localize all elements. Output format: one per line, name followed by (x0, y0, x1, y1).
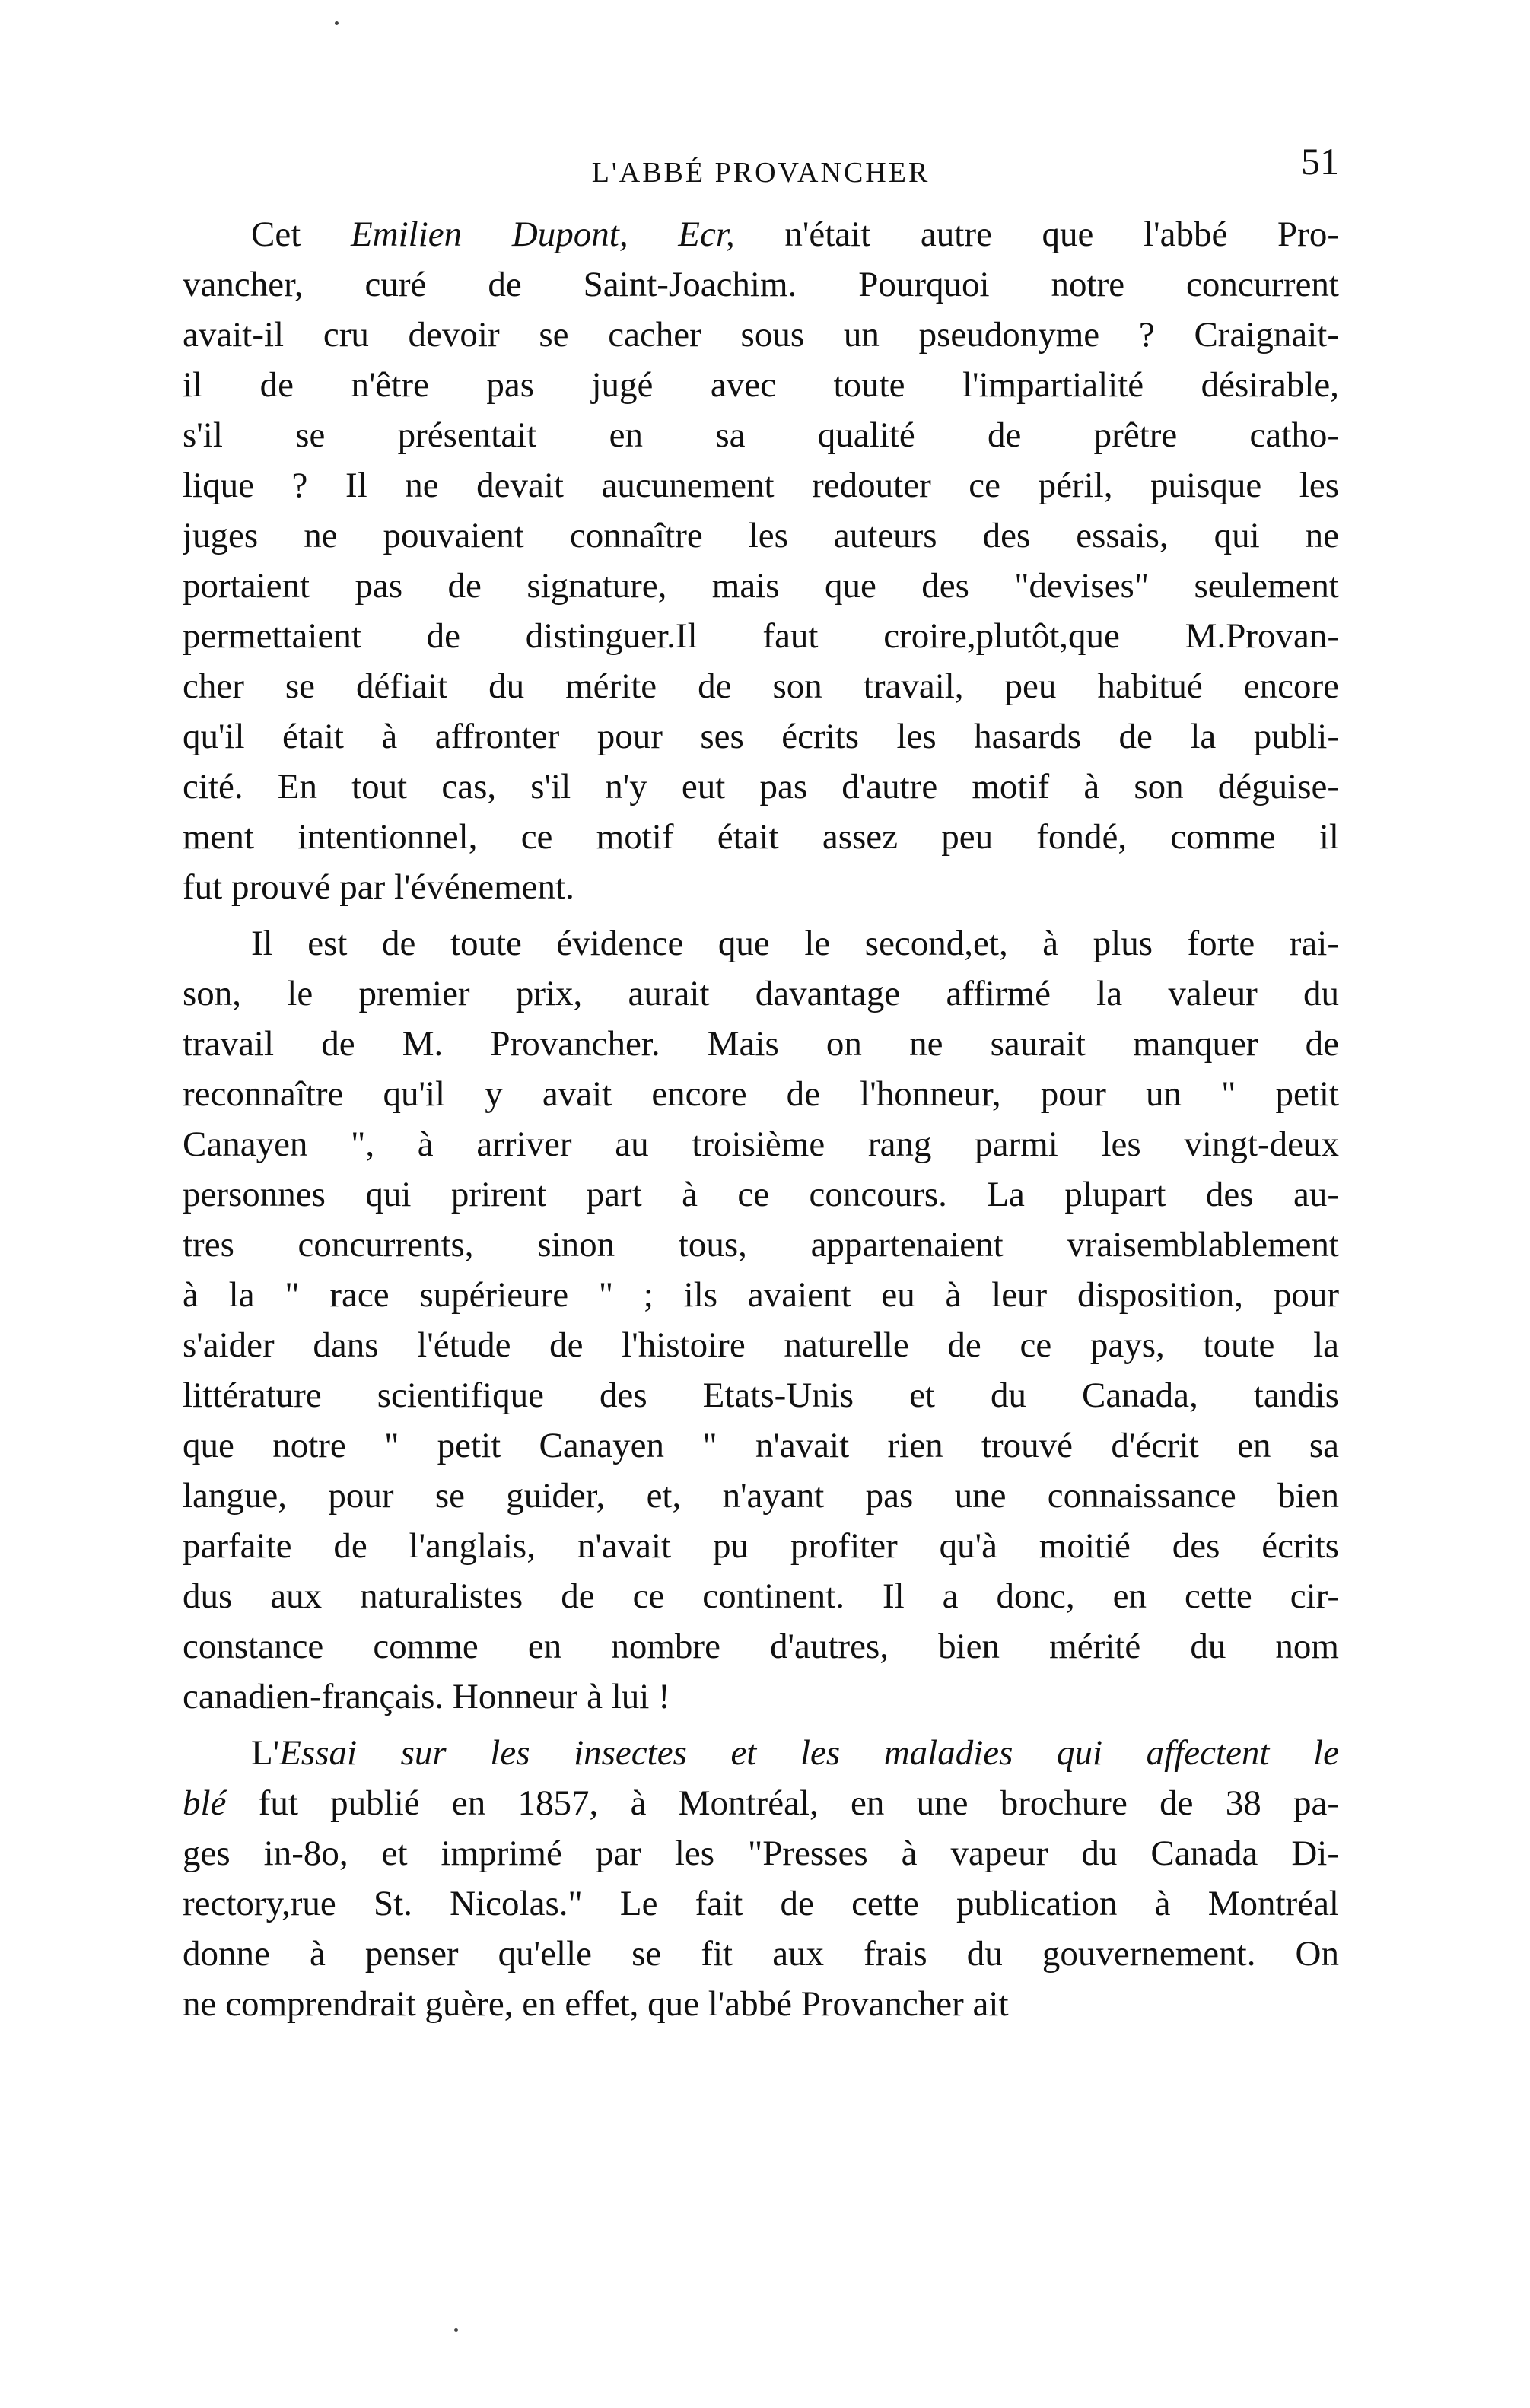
text-segment: donne à penser qu'elle se fit aux frais du gouvernement. On (183, 1934, 1339, 1974)
text-line (183, 1571, 1339, 1621)
text-segment: tres concurrents, sinon tous, appartenaient vraisemblablement (183, 1225, 1339, 1264)
text-line (183, 918, 1339, 969)
text-segment: rectory,rue St. Nicolas." Le fait de cette publication à Montréal (183, 1884, 1339, 1923)
text-line (183, 1119, 1339, 1169)
italic-text: blé (183, 1783, 227, 1823)
text-line (183, 1979, 1339, 2029)
text-segment: que notre " petit Canayen " n'avait rien trouvé d'écrit en sa (183, 1426, 1339, 1465)
text-line (183, 360, 1339, 410)
running-head (183, 140, 1339, 202)
text-line (183, 1069, 1339, 1119)
text-line (183, 762, 1339, 812)
running-title: L'ABBÉ PROVANCHER (591, 157, 930, 189)
text-segment: vancher, curé de Saint-Joachim. Pourquoi notre concurrent (183, 265, 1339, 304)
text-line (183, 661, 1339, 711)
italic-text: Emilien Dupont, Ecr, (350, 215, 735, 254)
text-line (183, 259, 1339, 310)
text-segment: s'il se présentait en sa qualité de prêtre catho- (183, 415, 1339, 455)
print-speck (454, 2328, 458, 2332)
text-segment: reconnaître qu'il y avait encore de l'honneur, pour un " petit (183, 1074, 1339, 1114)
text-line (183, 310, 1339, 360)
text-line (183, 1270, 1339, 1320)
text-segment: L' (251, 1733, 280, 1773)
text-line (183, 460, 1339, 511)
text-segment: portaient pas de signature, mais que des "devises" seulement (183, 566, 1339, 606)
text-line (183, 1169, 1339, 1220)
text-segment: travail de M. Provancher. Mais on ne saurait manquer de (183, 1024, 1339, 1064)
text-segment: parfaite de l'anglais, n'avait pu profiter qu'à moitié des écrits (183, 1526, 1339, 1566)
text-segment: Cet (251, 215, 351, 254)
text-line (183, 209, 1339, 259)
text-segment: il de n'être pas jugé avec toute l'impartialité désirable, (183, 365, 1339, 405)
text-line (183, 1420, 1339, 1471)
text-segment: ne comprendrait guère, en effet, que l'abbé Provancher ait (183, 1984, 1009, 2024)
text-segment: langue, pour se guider, et, n'ayant pas une connaissance bien (183, 1476, 1339, 1516)
text-line (183, 511, 1339, 561)
text-segment: canadien-français. Honneur à lui ! (183, 1677, 670, 1716)
text-line (183, 1929, 1339, 1979)
text-segment: dus aux naturalistes de ce continent. Il a donc, en cette cir- (183, 1576, 1339, 1616)
text-segment: qu'il était à affronter pour ses écrits les hasards de la publi- (183, 717, 1339, 756)
text-line (183, 611, 1339, 661)
text-segment: Canayen ", à arriver au troisième rang parmi les vingt-deux (183, 1124, 1339, 1164)
print-speck (335, 21, 339, 25)
paragraph (183, 209, 1339, 912)
text-line (183, 1220, 1339, 1270)
italic-text: Essai sur les insectes et les maladies qui affectent le (279, 1733, 1339, 1773)
text-line (183, 1621, 1339, 1672)
text-line (183, 1320, 1339, 1370)
text-line (183, 862, 1339, 912)
paragraph (183, 918, 1339, 1722)
text-segment: cher se défiait du mérite de son travail, peu habitué encore (183, 666, 1339, 706)
text-line (183, 1471, 1339, 1521)
text-segment: cité. En tout cas, s'il n'y eut pas d'autre motif à son déguise- (183, 767, 1339, 806)
text-line (183, 1878, 1339, 1929)
page-number: 51 (1301, 140, 1339, 183)
text-segment: fut prouvé par l'événement. (183, 867, 574, 907)
text-line (183, 561, 1339, 611)
text-segment: permettaient de distinguer.Il faut croire,plutôt,que M.Provan- (183, 616, 1339, 656)
text-line (183, 1672, 1339, 1722)
text-line (183, 1778, 1339, 1828)
text-line (183, 1019, 1339, 1069)
text-line (183, 410, 1339, 460)
text-segment: à la " race supérieure " ; ils avaient eu à leur disposition, pour (183, 1275, 1339, 1315)
text-segment: constance comme en nombre d'autres, bien mérité du nom (183, 1627, 1339, 1666)
text-segment: personnes qui prirent part à ce concours. La plupart des au- (183, 1175, 1339, 1214)
text-segment: lique ? Il ne devait aucunement redouter ce péril, puisque les (183, 466, 1339, 505)
text-line (183, 1728, 1339, 1778)
text-segment: littérature scientifique des Etats-Unis et du Canada, tandis (183, 1376, 1339, 1415)
text-segment: ges in-8o, et imprimé par les "Presses à vapeur du Canada Di- (183, 1834, 1339, 1873)
text-segment: n'était autre que l'abbé Pro- (734, 215, 1339, 254)
text-line (183, 812, 1339, 862)
text-line (183, 969, 1339, 1019)
text-segment: ment intentionnel, ce motif était assez peu fondé, comme il (183, 817, 1339, 857)
text-line (183, 1828, 1339, 1878)
text-segment: son, le premier prix, aurait davantage affirmé la valeur du (183, 974, 1339, 1013)
text-segment: avait-il cru devoir se cacher sous un pseudonyme ? Craignait- (183, 315, 1339, 355)
text-segment: Il est de toute évidence que le second,et, à plus forte rai- (251, 924, 1339, 963)
text-segment: juges ne pouvaient connaître les auteurs des essais, qui ne (183, 516, 1339, 555)
text-segment: s'aider dans l'étude de l'histoire naturelle de ce pays, toute la (183, 1325, 1339, 1365)
paragraph (183, 1728, 1339, 2029)
text-line (183, 1370, 1339, 1420)
text-line (183, 711, 1339, 762)
text-segment: fut publié en 1857, à Montréal, en une brochure de 38 pa- (226, 1783, 1339, 1823)
body-text (183, 209, 1339, 2029)
text-line (183, 1521, 1339, 1571)
